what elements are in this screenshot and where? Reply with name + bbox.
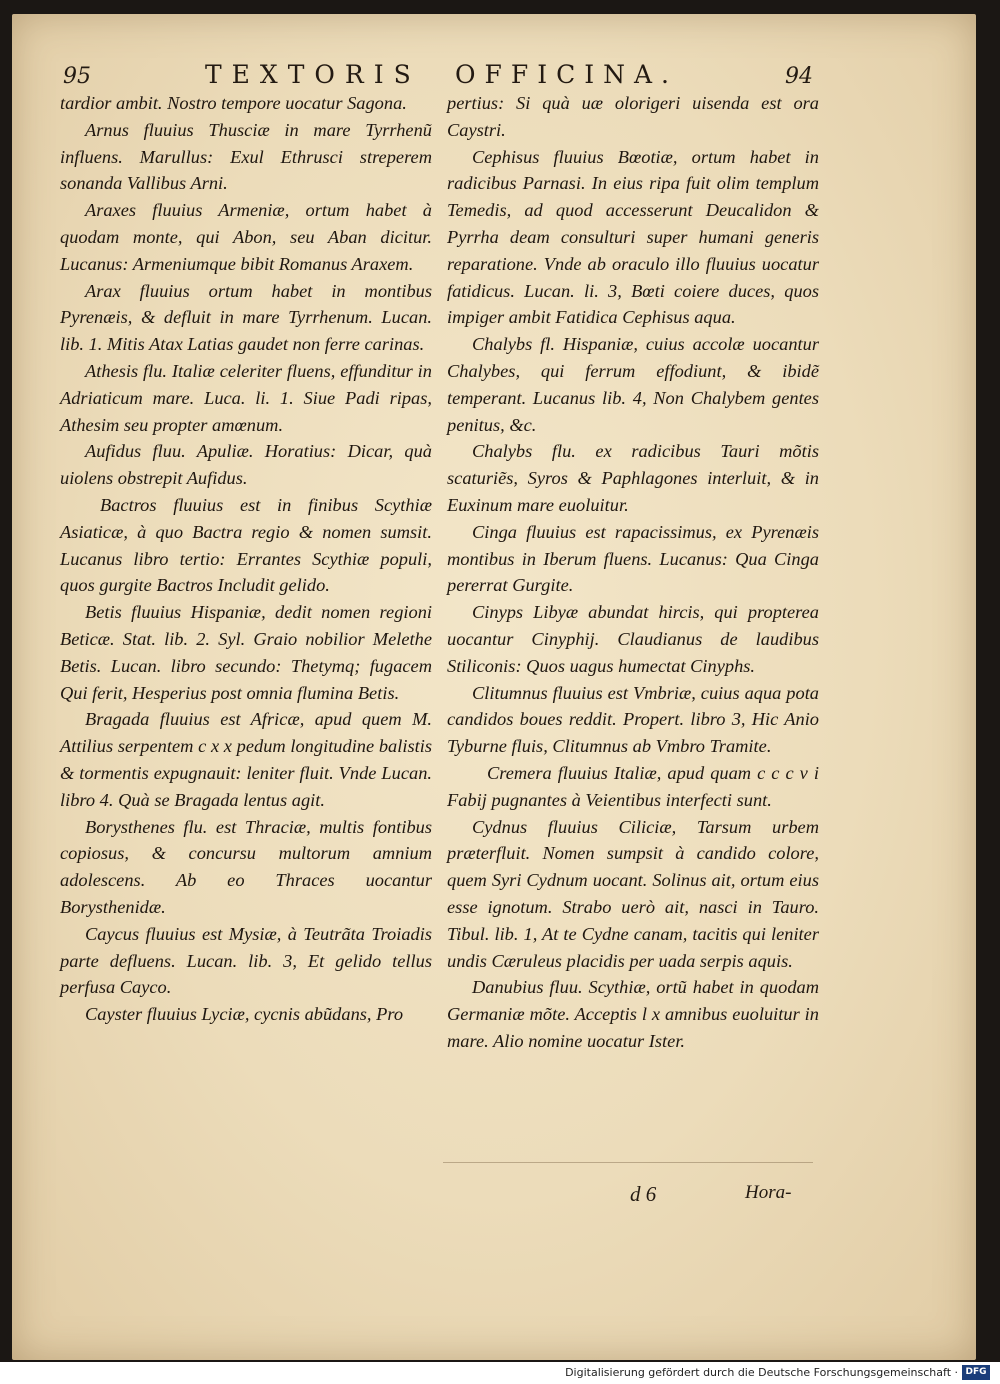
entry-paragraph: Caycus fluuius est Mysiæ, à Teutrãta Troiadis parte defluens. Lucan. lib. 3, Et gelido tellus perfusa Cayco. [60, 923, 432, 998]
entry-paragraph: Bragada fluuius est Africæ, apud quem M. Attilius serpentem c x x pedum longitudine balistis & tormentis expugnauit: leniter fluit. Vnde Lucan. libro 4. Quà se Bragada lentus agit. [60, 709, 432, 810]
entry-paragraph: Borysthenes flu. est Thraciæ, multis fontibus copiosus, & concursu multorum amnium adolescens. Ab eo Thraces uocantur Borysthenidæ. [60, 816, 432, 917]
entry-paragraph: Chalybs flu. ex radicibus Tauri mõtis scaturiẽs, Syros & Paphlagones interluit, & in Euxinum mare euoluitur. [447, 441, 819, 515]
entry-paragraph: pertius: Si quà uæ olorigeri uisenda est ora Caystri. [447, 93, 819, 140]
dfg-logo-icon: DFG [962, 1365, 990, 1380]
entry-paragraph: Bactros fluuius est in finibus Scythiæ Asiaticæ, à quo Bactra regio & nomen sumsit. Lucanus libro tertio: Errantes Scythiæ populi, quos gurgite Bactros Includit gelido. [60, 494, 432, 596]
entry-paragraph: Arax fluuius ortum habet in montibus Pyrenæis, & defluit in mare Tyrrhenum. Lucan. lib. 1. Mitis Atax Latias gaudet non ferre carinas. [60, 280, 432, 355]
entry-paragraph: Araxes fluuius Armeniæ, ortum habet à quodam monte, qui Abon, seu Aban dicitur. Lucanus: Armeniumque bibit Romanus Araxem. [60, 200, 432, 274]
entry-paragraph: Cremera fluuius Italiæ, apud quam c c c v i Fabij pugnantes à Veientibus interfecti sunt. [447, 762, 819, 810]
entry-paragraph: tardior ambit. Nostro tempore uocatur Sagona. [60, 93, 407, 113]
entry-paragraph: Clitumnus fluuius est Vmbriæ, cuius aqua pota candidos boues reddit. Propert. libro 3, Hic Anio Tyburne fluis, Clitumnus ab Vmbro Tramite. [447, 682, 819, 757]
credit-text: Digitalisierung gefördert durch die Deutsche Forschungsgemeinschaft · [565, 1366, 958, 1379]
signature-mark: d 6 [630, 1182, 657, 1206]
left-page-number: 95 [63, 64, 91, 89]
entry-paragraph: Cydnus fluuius Ciliciæ, Tarsum urbem præterfluit. Nomen sumpsit à candido colore, quem Syri Cydnum uocant. Solinus ait, ortum eius esse ignotum. Strabo uerò ait, nasci in Tauro. Tibul. lib. 1, At te Cydne canam, tacitis qui leniter undis Cæruleus placidis per uada serpis aquis. [447, 816, 819, 971]
entry-paragraph: Cephisus fluuius Bœotiæ, ortum habet in radicibus Parnasi. In eius ripa fuit olim templum Temedis, ad quod accesserunt Deucalidon & Pyrrha deam consulturi super humani generis reparatione. Vnde ab oraculo illo fluuius uocatur fatidicus. Lucan. li. 3, Bœti coiere duces, quos impiger ambit Fatidica Cephisus aqua. [447, 146, 819, 328]
entry-paragraph: Athesis flu. Italiæ celeriter fluens, effunditur in Adriaticum mare. Luca. li. 1. Siue Padi ripas, Athesim seu propter amœnum. [60, 360, 432, 435]
entry-paragraph: Danubius fluu. Scythiæ, ortũ habet in quodam Germaniæ mõte. Acceptis l x amnibus euoluitur in mare. Alio nomine uocatur Ister. [447, 977, 819, 1051]
running-title-left: TEXTORIS [205, 60, 421, 89]
entry-paragraph: Cayster fluuius Lyciæ, cycnis abũdans, Pro [85, 1004, 404, 1025]
catchword: Hora- [745, 1182, 792, 1203]
left-text-column [60, 90, 432, 1028]
entry-paragraph: Cinyps Libyæ abundat hircis, qui propterea uocantur Cinyphij. Claudianus de laudibus Stiliconis: Quos uagus humectat Cinyphs. [447, 602, 819, 676]
entry-paragraph: Cinga fluuius est rapacissimus, ex Pyrenæis montibus in Iberum fluens. Lucanus: Qua Cinga pererrat Gurgite. [447, 521, 819, 596]
entry-paragraph: Aufidus fluu. Apuliæ. Horatius: Dicar, quà uiolens obstrepit Aufidus. [60, 441, 432, 489]
footer-rule [443, 1162, 813, 1163]
entry-paragraph: Chalybs fl. Hispaniæ, cuius accolæ uocantur Chalybes, qui ferrum effodiunt, & ibidẽ temperant. Lucanus lib. 4, Non Chalybem gentes penitus, &c. [447, 334, 819, 435]
right-page-number: 94 [785, 64, 813, 89]
running-title-right: OFFICINA. [455, 60, 678, 89]
right-text-column [447, 90, 819, 1055]
credit-bar [0, 1362, 1000, 1384]
entry-paragraph: Arnus fluuius Thusciæ in mare Tyrrhenũ influens. Marullus: Exul Ethrusci streperem sonanda Vallibus Arni. [60, 119, 432, 194]
entry-paragraph: Betis fluuius Hispaniæ, dedit nomen regioni Beticæ. Stat. lib. 2. Syl. Graio nobilior Melethe Betis. Lucan. libro secundo: Thetymq; fugacem Qui ferit, Hesperius post omnia flumina Betis. [60, 602, 432, 703]
